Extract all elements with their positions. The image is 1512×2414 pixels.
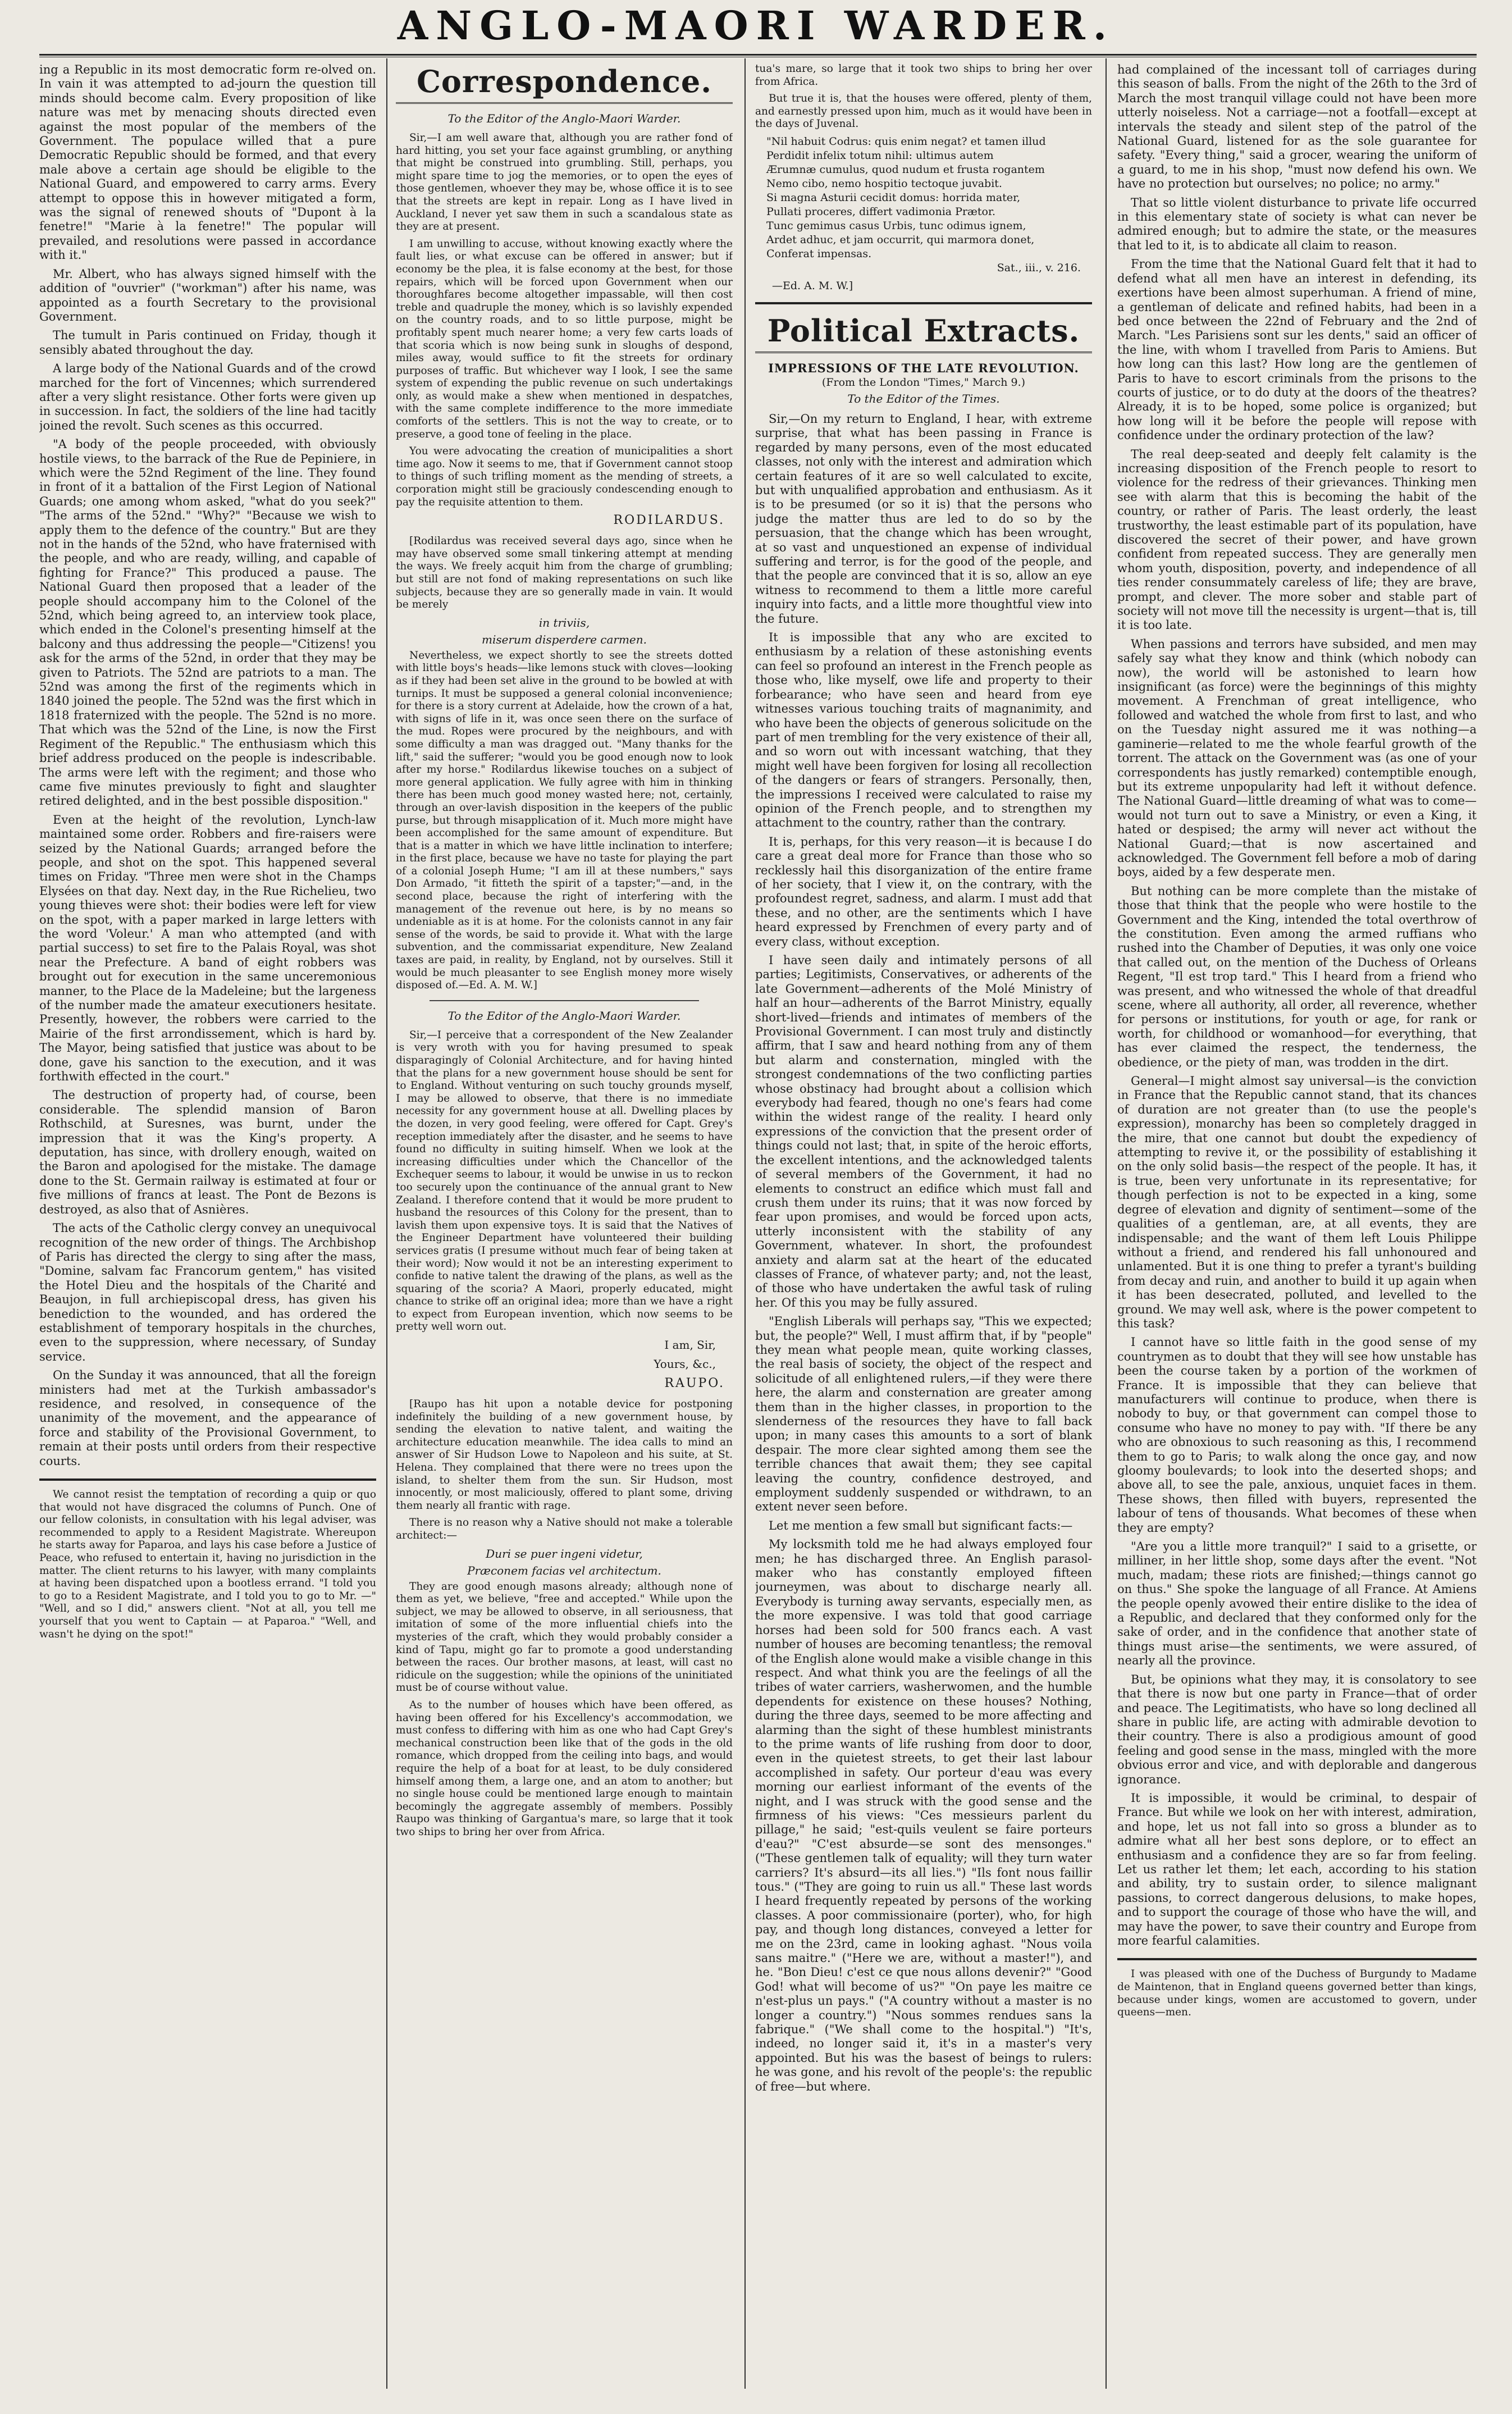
- article-paragraph: It is impossible that any who are excited to enthusiasm by a relation of these astonishing events can feel so profound an interest in the French people as those who, like myself, owe life and property to their forbearance; who have seen and heard from eye witnesses various touching traits of magnanimity, and who have been the objects of generous solicitude on the part of men trembling for the very existence of their all, and so worn out with incessant watching, that they might well have been forgiven for losing all recollection of the dangers or fears of strangers. Personally, then, the impressions I received were calculated to raise my opinion of the French people, and to strengthen my attachment to the country, rather than the contrary.: [755, 631, 1092, 830]
- article-paragraph: When passions and terrors have subsided, and men may safely say what they know and think (which nobody can now), the world will be astonished to learn how insignificant (as force) were the beginnings of this mighty movement. A Frenchman of great intelligence, who followed and watched the whole from first to last, and who on the Tuesday night assured me it was nothing—a gaminerie—related to me the whole fearful growth of the torrent. The attack on the Government was (as one of your correspondents has justly remarked) contemptible enough, but its extreme unpopularity had left it without defence. The National Guard—little dreaming of what was to come—would not turn out to save a Ministry, or even a King, it hated or despised; the army will never act without the National Guard;—that is now ascertained and acknowledged. The Government fell before a mob of daring boys, aided by a few desperate men.: [1117, 637, 1477, 879]
- letter-salutation: To the Editor of the Anglo-Maori Warder.: [447, 1009, 681, 1023]
- section-divider: [1117, 1958, 1477, 1960]
- article-paragraph: A large body of the National Guards and of the crowd marched for the fort of Vincennes; which surrendered after a very slight resistance. Other forts were given up in succession. In fact, the soldiers of the line had tacitly joined the revolt. Such scenes as this occurred.: [39, 362, 376, 432]
- article-headline: IMPRESSIONS OF THE LATE REVOLUTION.: [768, 360, 1079, 375]
- verse-line: Tunc gemimus casus Urbis, tunc odimus ignem,: [766, 219, 1026, 232]
- article-paragraph: The tumult in Paris continued on Friday, though it sensibly abated throughout the day.: [39, 328, 376, 357]
- editor-note: Nevertheless, we expect shortly to see the streets dotted with little boys's heads—like lemons stuck with cloves—looking as if they had been set alive in the ground to be bowled at with turnips. It must be supposed a general colonial inconvenience; for there is a story current at Adelaide, how the crown of a hat, with signs of life in it, was once seen there on the surface of the mud. Ropes were procured by the neighbours, and with some difficulty a man was dragged out. "Many thanks for the lift," said the sufferer; "would you be good enough now to look after my horse." Rodilardus likewise touches on a subject of more general application. We fully agree with him in thinking there has been much good money wasted here; not, certainly, through an over-lavish disposition in the keepers of the public purse, but through misapplication of it. Much more might have been accomplished for the same amount of expenditure. But that is a matter in which we have little inclination to interfere; in the first place, because we have no taste for playing the part of a colonial Joseph Hume; "I am ill at these numbers," says Don Armado, "it fitteth the spirit of a tapster;"—and, in the second place, because the right of interfering with the management of the revenue out here, is by no means so undeniable as it is at home. For the colonists cannot in any fair sense of the words, be said to provide it. What with the large subvention, and the commissariat expenditure, New Zealand taxes are paid, in reality, by England, not by ourselves. Still it would be much pleasanter to see English money more wisely disposed of.—Ed. A. M. W.]: [396, 649, 733, 992]
- quote-line: miserum disperdere carmen.: [481, 632, 647, 646]
- article-paragraph: The real deep-seated and deeply felt calamity is the increasing disposition of the French people to resort to violence for the redress of their grievances. Thinking men see with alarm that this is becoming the habit of the country, or rather of Paris. The least orderly, the least trustworthy, the least estimable part of its population, have discovered the secret of their power, and have grown confident from repeated success. They are generally men whom youth, disposition, poverty, and independence of all ties render consummately careless of life; they are brave, prompt, and clever. The more sober and stable part of society will not move till the necessity is urgent—that is, till it is too late.: [1117, 447, 1477, 632]
- article-source: (From the London "Times," March 9.): [821, 376, 1026, 389]
- article-paragraph: Even at the height of the revolution, Lynch-law maintained some order. Robbers and fire-raisers were seized by the National Guards; arranged before the people, and shot on the spot. This happened several times on Friday. "Three men were shot in the Champs Elysées on that day. Next day, in the Rue Richelieu, two young thieves were shot: their bodies were left for view on the spot, with a paper marked in large letters with the word 'Voleur.' A man who attempted (and with partial success) to set fire to the Palais Royal, was shot near the Prefecture. A band of eight robbers was brought out for execution in the same unceremonious manner, to the Place de la Madeleine; but the largeness of the number made the amateur executioners hesitate. Presently, however, the robbers were carried to the Mairie of the first arrondissement, which is hard by. The Mayor, being satisfied that justice was about to be done, gave his sanction to the execution, and it was forthwith effected in the court.": [39, 813, 376, 1084]
- verse-line: Nemo cibo, nemo hospitio tectoque juvabit.: [766, 177, 1002, 190]
- column-rule: [744, 58, 746, 2389]
- article-paragraph: I have seen daily and intimately persons of all parties; Legitimists, Conservatives, or adherents of the late Government—adherents of the Molé Ministry of half an hour—adherents of the Barrot Ministry, equally short-lived—friends and intimates of members of the Provisional Government. I can most truly and distinctly affirm, that I saw and heard nothing from any of them but alarm and consternation, mingled with the strongest condemnations of the two conflicting parties whose obstinacy had brought about a collision which everybody had feared, though no one's fears had come within the widest range of the reality. I heard only expressions of the conviction that the present order of things could not last; that, in spite of the heroic efforts, the excellent intentions, and the acknowledged talents of several members of the Government, it had no elements to construct an edifice which must fall and crush them under its ruins; that it was now forced by fear upon promises, and would be forced upon acts, utterly inconsistent with the stability of any Government, whatever. In short, the profoundest anxiety and alarm sat at the heart of the educated classes of France, of whatever party; and, not the least, of those who have undertaken the awful task of ruling her. Of this you may be fully assured.: [755, 953, 1092, 1309]
- editor-signature: —Ed. A. M. W.]: [772, 279, 853, 292]
- letter-salutation: To the Editor of the Anglo-Maori Warder.: [447, 112, 681, 125]
- letter-paragraph: I am unwilling to accuse, without knowing exactly where the fault lies, or what excuse can be offered in answer; but if economy be the plea, it is false economy at the best, for those repairs, which will be forced upon Government when our thoroughfares become altogether impassable, will then cost treble and quadruple the money, which is so lavishly expended on the country roads, and to so little purpose, might be profitably spent much nearer home; a very few carts loads of that scoria which is now being sunk in sloughs of despond, miles away, would suffice to fit the streets for ordinary purposes of traffic. But whichever way I look, I see the same system of expending the public revenue on such undertakings only, as would make a shew when mentioned in despatches, with the same complete indifference to the more immediate comforts of the settlers. This is not the way to create, or to preserve, a good tone of feeling in the place.: [396, 238, 733, 440]
- latin-verse: [755, 135, 1092, 261]
- verse-line: Conferat impensas.: [766, 247, 872, 260]
- article-paragraph: From the time that the National Guard felt that it had to defend what all men have an interest in defending, its exertions have been almost superhuman. A friend of mine, a gentleman of delicate and refined habits, had been in a bed once between the 22nd of February and the 2nd of March. "Les Parisiens sont sur les dents," said an officer of the line, with whom I travelled from Paris to Amiens. But how long can this last? How long are the gentlemen of Paris to have to escort criminals from the prisons to the courts of justice, or to do duty at the doors of the theatres? Already, it is to be hoped, some police is organized; but how long will it be before the people will repose with confidence under the ordinary protection of the law?: [1117, 257, 1477, 442]
- column-rule: [1106, 58, 1107, 2389]
- editor-note: As to the number of houses which have been offered, as having been offered for his Excellency's accommodation, we must confess to differing with him as one who had Capt Grey's mechanical construction been like that of the gods in the old romance, which dropped from the ceiling into bags, and would require the help of a boat for at least, to be duly considered himself among them, a large one, and an atom to another; but no single house could be mentioned large enough to maintain becomingly the aggregate assembly of members. Possibly Raupo was thinking of Gargantua's mare, so large that it took two ships to bring her over from Africa.: [396, 1699, 733, 1838]
- article-paragraph: It is impossible, it would be criminal, to despair of France. But while we look on her with interest, admiration, and hope, let us not fall into so gross a blunder as to admire what all her best sons deplore, or to effect an enthusiasm and a confidence they are so far from feeling. Let us rather let them; let each, according to his station and ability, try to sustain order, to silence malignant passions, to correct dangerous delusions, to make hopes, and to support the courage of those who have the will, and may have the power, to save their country and Europe from more fearful calamities.: [1117, 1791, 1477, 1947]
- article-paragraph: Let me mention a few small but significant facts:—: [769, 1518, 1073, 1532]
- verse-line: Ardet adhuc, et jam occurrit, qui marmora donet,: [766, 233, 1035, 246]
- editor-note: [Rodilardus was received several days ago, since when he may have observed some small tinkering attempt at mending the ways. We freely acquit him from the charge of grumbling; but still are not fond of making representations on such like subjects, because they are so generally made in vain. It would be merely: [396, 535, 733, 611]
- letter-paragraph: Sir,—I am well aware that, although you are rather fond of hard hitting, you set your face against grumbling, or anything that might be construed into grumbling. Still, perhaps, you might spare time to jog the memories, or to open the eyes of those gentlemen, whoever they may be, whose office it is to see that the streets are kept in repair. Long as I have lived in Auckland, I never yet saw them in such a scandalous state as they are at present.: [396, 132, 733, 233]
- verse-line: Perdidit infelix totum nihil: ultimus autem: [766, 149, 994, 162]
- letter-divider: [430, 1000, 699, 1001]
- letter-signature: RAUPO.: [664, 1376, 725, 1391]
- article-paragraph: But, be opinions what they may, it is consolatory to see that there is now but one party in France—that of order and peace. The Legitimatists, who have so long declined all share in public life, are acting with admirable devotion to their country. There is also a prodigious amount of good feeling and good sense in the mass, mingled with the more obvious error and vice, and with deplorable and dangerous ignorance.: [1117, 1672, 1477, 1786]
- article-paragraph: "Are you a little more tranquil?" I said to a grisette, or milliner, in her little shop, some days after the event. "Not much, madam; these riots are finished;—things cannot go on thus." She spoke the language of all France. At Amiens the people openly avowed their entire dislike to the idea of a Republic, and declared that they conformed only for the sake of order, and in the confidence that another state of things must arise—the sentiments, we were assured, of nearly all the province.: [1117, 1540, 1477, 1668]
- article-paragraph: The destruction of property had, of course, been considerable. The splendid mansion of Baron Rothschild, at Suresnes, was burnt, under the impression that it was the King's property. A deputation, has since, with drollery enough, waited on the Baron and apologised for the mistake. The damage done to the St. Germain railway is estimated at four or five millions of francs at least. The Pont de Bezons is destroyed, as also that of Asnières.: [39, 1088, 376, 1216]
- article-paragraph: That so little violent disturbance to private life occurred in this elementary state of society is what can never be admired enough; but to admire the state, or the measures that led to it, is to abdicate all claim to reason.: [1117, 195, 1477, 252]
- anecdote-paragraph: I was pleased with one of the Duchess of Burgundy to Madame de Maintenon, that in England queens governed better than kings, because under kings, women are accustomed to govern, under queens—men.: [1117, 1968, 1477, 2019]
- correspondence-heading: Correspondence.: [396, 63, 733, 104]
- quote-line: Præconem facias vel architectum.: [467, 1563, 661, 1577]
- editor-note-continued: But true it is, that the houses were offered, plenty of them, and earnestly pressed upon him, much as it would have been in the days of Juvenal.: [755, 93, 1092, 130]
- article-paris-revolution: [39, 63, 376, 1468]
- verse-line: Ærumnæ cumulus, quod nudum et frusta rogantem: [766, 163, 1045, 176]
- article-paragraph: "English Liberals will perhaps say, "This we expected; but, the people?" Well, I must affirm that, if by "people" they mean what people mean, quite working classes, the real basis of society, the object of the respect and solicitude of all enlightened rulers,—if they were there here, the alarm and consternation are greater among them than in the higher classes, in proportion to the slenderness of the resources they have to fall back upon; in many cases this amounts to a sort of blank despair. The more clear sighted among them see the terrible chances that await them; they see capital leaving the country, confidence destroyed, and employment suddenly suspended or withdrawn, to an extent never seen before.: [755, 1315, 1092, 1514]
- editor-note-continued: tua's mare, so large that it took two ships to bring her over from Africa.: [755, 63, 1092, 88]
- article-paragraph: "A body of the people proceeded, with obviously hostile views, to the barrack of the Rue de Pepiniere, in which were the 52nd Regiment of the line. They found in front of it a battalion of the First Legion of National Guards; one among whom asked, "what do you seek?" "The arms of the 52nd." "Why?" "Because we wish to apply them to the defence of the country." But are they not in the hands of the 52nd, who have fraternised with the people, and who are ready, willing, and capable of fighting for France?" This produced a pause. The National Guard then proposed that a leader of the people should accompany him to the Colonel of the 52nd, which being agreed to, an interview took place, which ended in the Colonel's presenting himself at the balcony and thus addressing the people—"Citizens! you ask for the arms of the 52nd, in order that they may be given to Patriots. The 52nd are patriots to a man. The 52nd was among the first of the regiments which in 1840 joined the people. The 52nd was the first which in 1818 fraternized with the people. The 52nd is no more. That which was the 52nd of the Line, is now the First Regiment of the Republic." The enthusiasm which this brief address produced on the people is indescribable. The arms were left with the regiment; and those who came five minutes previously to fight and slaughter retired delighted, and in the best possible disposition.": [39, 437, 376, 808]
- verse-line: Pullati proceres, differt vadimonia Prætor.: [766, 205, 995, 218]
- masthead-rule: [39, 54, 1477, 56]
- editor-note: [Raupo has hit upon a notable device for postponing indefinitely the building of a new government house, by sending the elevation to native talent, and waiting the architecture education meanwhile. The idea calls to mind an answer of Sir Hudson Lowe to Napoleon and his suite, at St. Helena. They complained that there were no trees upon the island, to shelter them from the sun. Sir Hudson, most innocently, or most maliciously, offered to plant some, driving them nearly all frantic with rage.: [396, 1398, 733, 1512]
- verse-line: Si magna Asturii cecidit domus: horrida mater,: [766, 191, 1021, 204]
- article-paragraph: had complained of the incessant toll of carriages during this season of balls. From the night of the 26th to the 3rd of March the most tranquil village could not have been more utterly noiseless. Not a carriage—not a footfall—except at intervals the steady and silent step of the patrol of the National Guard, listened for as the sole guarantee for safety. "Every thing," said a grocer, wearing the uniform of a guard, to me in his shop, "must now defend his own. We have no protection but ourselves; no police; no army.": [1117, 63, 1477, 191]
- article-paragraph: ing a Republic in its most democratic form re-olved on. In vain it was attempted to ad-journ the question till minds should become calm. Every proposition of like nature was met by menacing shouts directed even against the most popular of the members of the Government. The populace willed that a pure Democratic Republic should be formed, and that every male above a certain age should be eligible to the National Guard, and empowered to carry arms. Every attempt to oppose this in however mitigated a form, was the signal of renewed shouts of "Dupont à la fenetre!" "Marie à la fenetre!" The popular will prevailed, and resolutions were passed in accordance with it.": [39, 63, 376, 262]
- masthead: ANGLO-MAORI WARDER.: [397, 2, 1115, 49]
- column-rule: [386, 58, 387, 2389]
- column-3: [755, 63, 1092, 2393]
- article-paragraph: Mr. Albert, who has always signed himself with the addition of "ouvrier" ("workman") after his name, was appointed as a fourth Secretary to the provisional Government.: [39, 267, 376, 323]
- article-paragraph: General—I might almost say universal—is the conviction in France that the Republic cannot stand, that its chances of duration are not greater than (to use the people's expression), monarchy has been so completely dragged in the mire, that one cannot but doubt the expediency of attempting to revive it, or the possibility of establishing it on the only solid basis—the respect of the people. It has, it is true, been very unfortunate in its representative; for though perfection is not to be expected in a king, some degree of elevation and dignity of sentiment—some of the qualities of a gentleman, are, at all events, they are indispensable; and the want of them left Louis Philippe without a friend, and rendered his fall unhonoured and unlamented. But it is one thing to prefer a tyrant's building from decay and ruin, and another to build it up again when it has been desecrated, polluted, and levelled to the ground. We may well ask, where is the power competent to this task?: [1117, 1074, 1477, 1330]
- column-4: [1117, 63, 1477, 2393]
- anecdote-paragraph-block: [39, 1489, 376, 1641]
- anecdote-paragraph: We cannot resist the temptation of recording a quip or quo that would not have disgraced the columns of Punch. One of our fellow colonists, in consultation with his legal adviser, was recommended to apply to a Resident Magistrate. Whereupon he starts away for Paparoa, and lays his case before a Justice of Peace, who refused to entertain it, having no jurisdiction in the matter. The client returns to his lawyer, with many complaints at having been dispatched upon a bootless errand. "I told you to go to a Resident Magistrate, and I told you to go to Mr. —" "Well, and so I did," answers client. "Not at all, you tell me yourself that you went to Captain — at Paparoa." "Well, and wasn't he dying on the spot!": [39, 1489, 376, 1640]
- article-paragraph: It is, perhaps, for this very reason—it is because I do care a great deal more for France than those who so recklessly hail this disorganization of the entire frame of her society, that I view it, on the contrary, with the profoundest regret, sadness, and alarm. I must add that these, and no other, are the sentiments which I have heard expressed by Frenchmen of every party and of every class, without exception.: [755, 834, 1092, 948]
- article-paragraph: On the Sunday it was announced, that all the foreign ministers had met at the Turkish ambassador's residence, and resolved, in consequence of the unanimity of the movement, and the appearance of force and stability of the Provisional Government, to remain at their posts until orders from their respective courts.: [39, 1368, 376, 1468]
- editor-note: There is no reason why a Native should not make a tolerable architect:—: [396, 1517, 733, 1541]
- letter-salutation: To the Editor of the Times.: [847, 391, 1000, 405]
- quote-line: Duri se puer ingeni videtur,: [486, 1546, 643, 1560]
- letter-closing: I am, Sir,: [664, 1338, 716, 1352]
- verse-citation: Sat., iii., v. 216.: [997, 261, 1081, 274]
- column-2: [396, 63, 733, 2393]
- section-divider: [39, 1478, 376, 1481]
- article-paragraph: The acts of the Catholic clergy convey an unequivocal recognition of the new order of things. The Archbishop of Paris has directed the clergy to sing after the mass, "Domine, salvam fac Francorum gentem," has visited the Hotel Dieu and the hospitals of the Charité and Beaujon, in full archiepiscopal dress, has given his benediction to the wounded, and has ordered the establishment of temporary hospitals in the churches, even to the suppression, where necessary, of Sunday service.: [39, 1221, 376, 1363]
- editor-note: They are good enough masons already; although none of them as yet, we believe, "free and accepted." While upon the subject, we may be allowed to observe, in all seriousness, that imitation of some of the more influential chiefs into the mysteries of the craft, which they would probably consider a kind of Tapu, might go far to promote a good understanding between the races. Our brother masons, at least, will cast no ridicule on the suggestion; while the opinions of the uninitiated must be of course without value.: [396, 1580, 733, 1694]
- letter-closing: Yours, &c.,: [654, 1357, 716, 1371]
- letter-paragraph: You were advocating the creation of municipalities a short time ago. Now it seems to me, that if Government cannot stoop to things of such trifling moment as the mending of streets, a corporation might still be graciously condescending enough to pay the requisite attention to them.: [396, 445, 733, 508]
- section-divider: [755, 302, 1092, 304]
- quote-line: in triviis,: [538, 615, 590, 629]
- article-paragraph: Sir,—On my return to England, I hear, with extreme surprise, that what has been passing in France is regarded by many persons, even of the most educated classes, not only with the interest and admiration which certain features of it are so well calculated to excite, but with unqualified approbation and enthusiasm. As it is to be presumed (or so it is) that the persons who judge the matter thus are led to do so by the persuasion, that the change which has been wrought, at so vast and unquestioned an expense of individual suffering and terror, is for the good of the people, and that the people are convinced that it is so, allow an eye witness to recommend to them a little more careful inquiry into facts, and a little more thoughtful view into the future.: [755, 412, 1092, 626]
- letter-paragraph: Sir,—I perceive that a correspondent of the New Zealander is very wroth with you for having presumed to speak disparagingly of Colonial Architecture, and for having hinted that the plans for a new government house should be sent for to England. Without venturing on such touchy grounds myself, I may be allowed to observe, that there is no immediate necessity for any government house at all. Dwelling places by the dozen, in very good feeling, were offered for Capt. Grey's reception immediately after the disaster, and he seems to have found no difficulty in suiting himself. When we look at the increasing difficulties under which the Chancellor of the Exchequer seems to labour, it would be unwise in us to reckon too securely upon the continuance of the annual grant to New Zealand. I therefore contend that it would be more prudent to husband the resources of this Colony for the present, than to lavish them upon expensive toys. It is said that the Natives of the Engineer Department have volunteered their building services gratis (I presume without much fear of being taken at their word); Now would it not be an interesting experiment to confide to native talent the drawing of the plans, as well as the squaring of the scoria? A Maori, properly educated, might chance to strike off an original idea; more than we have a right to expect from European invention, which now seems to be pretty well worn out.: [396, 1029, 733, 1333]
- article-paragraph: My locksmith told me he had always employed four men; he has discharged three. An English parasol-maker who has constantly employed fifteen journeymen, was about to discharge nearly all. Everybody is turning away servants, especially men, as the more expensive. I was told that good carriage horses had been sold for 500 francs each. A vast number of houses are becoming tenantless; the removal of the English alone would make a visible change in this respect. And what think you are the feelings of all the tribes of water carriers, washerwomen, and the humble dependents for existence on these houses? Nothing, during the three days, seemed to be more affecting and alarming than the sight of these humblest ministrants to the prime wants of life rushing from door to door, even in the quietest streets, to get their last labour accomplished in safety. Our porteur d'eau was every morning our earliest informant of the events of the night, and I was struck with the good sense and the firmness of his views: "Ces messieurs parlent du pillage," he said; "est-quils veulent se faire porteurs d'eau?" "C'est absurde—se sont des mensonges." ("These gentlemen talk of equality; will they turn water carriers? It's absurd—its all lies.") "Ils font nous faillir tous." ("They are going to ruin us all." These last words I heard frequently repeated by persons of the working classes. A poor commissionaire (porter), who, for high pay, and though long distances, conveyed a letter for me on the 23rd, came in looking aghast. "Nous voila sans maitre." ("Here we are, without a master!"), and he. "Bon Dieu! c'est ce que nous allons devenir?" "Good God! what will become of us?" "On paye les maitre ce n'est-plus un pays." ("A country without a master is no longer a country.") "Nous sommes rendues sans la fabrique." ("We shall come to the hospital.") "It's, indeed, no longer said it, it's in a master's very appointed. But his was the basest of beings to rulers: he was gone, and his revolt of the people's: the republic of free—but where.: [755, 1537, 1092, 2093]
- column-1: [39, 63, 376, 2393]
- verse-line: "Nil habuit Codrus: quis enim negat? et tamen illud: [766, 135, 1046, 148]
- letter-signature: RODILARDUS.: [613, 513, 725, 528]
- article-paragraph: I cannot have so little faith in the good sense of my countrymen as to doubt that they will see how unstable has been the course taken by a portion of the workmen of France. It is impossible that they can believe that manufacturers will continue to produce, when there is nobody to buy, or that government can compel those to consume who have no money to pay with. "If there be any who are obnoxious to such reasoning as this, I recommend them to go to Paris; to walk along the once gay, and now gloomy boulevards; to look into the deserted shops; and above all, to see the pale, anxious, unquiet faces in them. These shows, then filled with buyers, represented the labour of tens of thousands. What becomes of these when they are empty?: [1117, 1335, 1477, 1535]
- article-paragraph: But nothing can be more complete than the mistake of those that think that the people who were hostile to the Government and the King, intended the total overthrow of the constitution. Even among the armed ruffians who rushed into the Chamber of Deputies, it was only one voice that called out, on the mention of the Duchess of Orleans Regent, "Il est trop tard." This I heard from a friend who was present, and who witnessed the whole of that dreadful scene, where all authority, all order, all reverence, whether for persons or institutions, for youth or age, for rank or worth, for childhood or womanhood—for everything, that has ever claimed the respect, the tenderness, the obedience, or the piety of man, was trodden in the dirt.: [1117, 884, 1477, 1069]
- political-extracts-heading: Political Extracts.: [755, 312, 1092, 353]
